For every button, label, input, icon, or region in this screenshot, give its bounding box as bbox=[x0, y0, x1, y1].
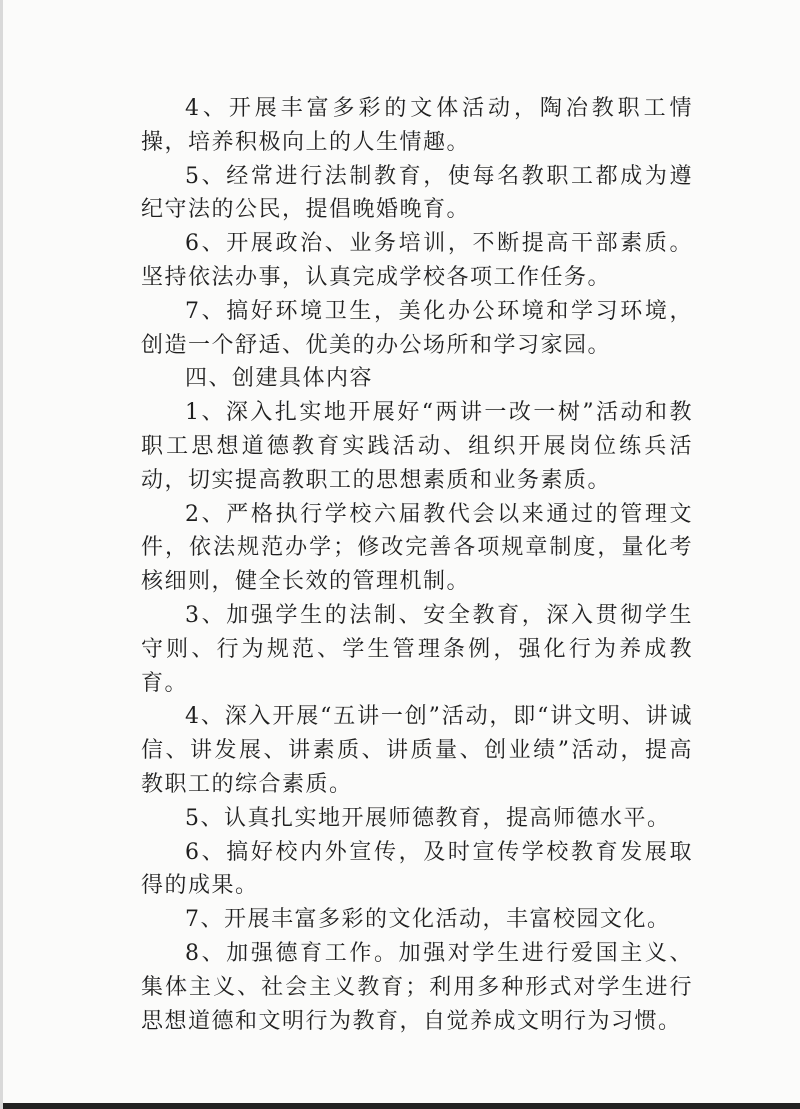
document-body bbox=[141, 92, 693, 1038]
content-item-7: 7、开展丰富多彩的文化活动，丰富校园文化。 bbox=[185, 907, 671, 933]
section-heading: 四、创建具体内容 bbox=[185, 366, 374, 392]
content-item-4: 4、深入开展“五讲一创”活动，即“讲文明、讲诚信、讲发展、讲素质、讲质量、创业绩”活动，提高教职工的综合素质。 bbox=[141, 704, 693, 797]
paragraph-item-6: 6、开展政治、业务培训，不断提高干部素质。坚持依法办事，认真完成学校各项工作任务。 bbox=[141, 231, 693, 290]
content-item-2: 2、严格执行学校六届教代会以来通过的管理文件，依法规范办学；修改完善各项规章制度，量化考核细则，健全长效的管理机制。 bbox=[141, 501, 693, 595]
paragraph-item-7: 7、搞好环境卫生，美化办公环境和学习环境，创造一个舒适、优美的办公场所和学习家园。 bbox=[141, 298, 693, 358]
content-item-1: 1、深入扎实地开展好“两讲一改一树”活动和教职工思想道德教育实践活动、组织开展岗位练兵活动，切实提高教职工的思想素质和业务素质。 bbox=[141, 400, 693, 493]
content-item-6: 6、搞好校内外宣传，及时宣传学校教育发展取得的成果。 bbox=[141, 839, 693, 899]
content-item-5: 5、认真扎实地开展师德教育，提高师德水平。 bbox=[185, 805, 671, 831]
paragraph-item-5: 5、经常进行法制教育，使每名教职工都成为遵纪守法的公民，提倡晚婚晚育。 bbox=[141, 163, 693, 223]
scan-bottom-edge bbox=[3, 1103, 800, 1109]
content-item-8: 8、加强德育工作。加强对学生进行爱国主义、集体主义、社会主义教育；利用多种形式对学生进行思想道德和文明行为教育，自觉养成文明行为习惯。 bbox=[141, 940, 693, 1034]
content-item-3: 3、加强学生的法制、安全教育，深入贯彻学生守则、行为规范、学生管理条例，强化行为养成教育。 bbox=[141, 602, 693, 696]
paragraph-item-4: 4、开展丰富多彩的文体活动，陶冶教职工情操，培养积极向上的人生情趣。 bbox=[141, 96, 693, 155]
